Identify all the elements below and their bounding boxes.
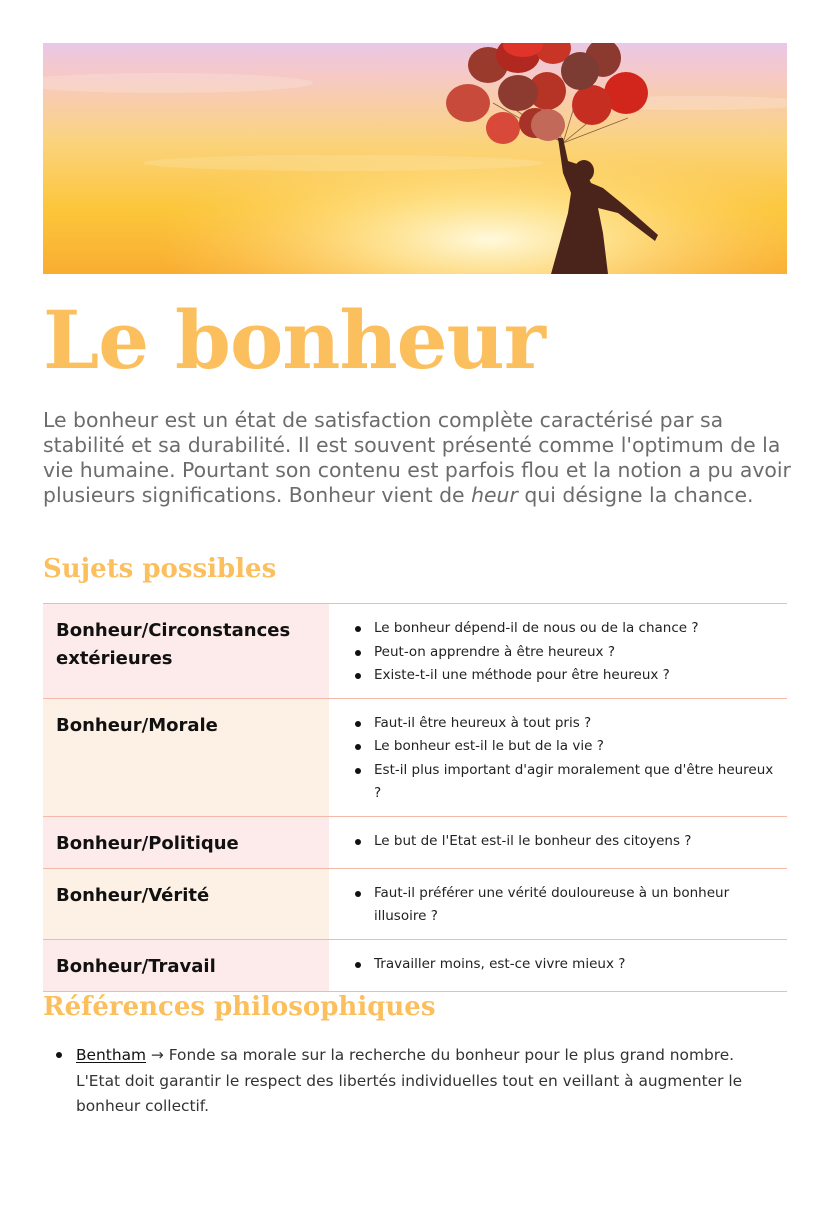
arrow-icon: → bbox=[150, 1046, 164, 1064]
table-row bbox=[43, 869, 787, 940]
question-item: Le but de l'Etat est-il le bonheur des citoyens ? bbox=[355, 830, 777, 854]
question-item: Faut-il être heureux à tout pris ? bbox=[355, 712, 777, 736]
question-item: Faut-il préférer une vérité douloureuse à un bonheur illusoire ? bbox=[355, 882, 777, 929]
reference-text: Fonde sa morale sur la recherche du bonheur pour le plus grand nombre. L'Etat doit garantir le respect des libertés individuelles tout en veillant à augmenter le bonheur collectif. bbox=[76, 1046, 743, 1115]
question-list bbox=[329, 869, 787, 939]
table-row bbox=[43, 940, 787, 992]
page-title: Le bonheur bbox=[43, 293, 545, 387]
list-item bbox=[55, 1043, 775, 1120]
references-list bbox=[55, 1043, 775, 1120]
question-item: Travailler moins, est-ce vivre mieux ? bbox=[355, 953, 777, 977]
question-list bbox=[329, 817, 787, 868]
bentham-link[interactable]: Bentham bbox=[76, 1046, 146, 1064]
subjects-heading: Sujets possibles bbox=[43, 554, 277, 584]
question-item: Est-il plus important d'agir moralement que d'être heureux ? bbox=[355, 759, 777, 806]
intro-text-start: Le bonheur est un état de satisfaction complète caractérisé par sa stabilité et sa durabilité. Il est souvent présenté comme l'optimum de la vie humaine. Pourtant son contenu est parfois flou et la notion a pu avoir plusieurs significations. Bonheur vient de bbox=[43, 408, 791, 507]
question-list bbox=[329, 940, 787, 991]
intro-paragraph bbox=[43, 408, 791, 508]
topic-label: Bonheur/Vérité bbox=[43, 869, 329, 939]
hero-image bbox=[43, 43, 787, 274]
question-list bbox=[329, 604, 787, 698]
intro-text-end: qui désigne la chance. bbox=[517, 483, 754, 507]
question-item: Le bonheur est-il le but de la vie ? bbox=[355, 735, 777, 759]
question-list bbox=[329, 699, 787, 816]
table-row bbox=[43, 699, 787, 817]
topic-label: Bonheur/Circonstances extérieures bbox=[43, 604, 329, 698]
question-item: Existe-t-il une méthode pour être heureux ? bbox=[355, 664, 777, 688]
balloons-sunset-illustration bbox=[43, 43, 787, 274]
topic-label: Bonheur/Morale bbox=[43, 699, 329, 816]
table-row bbox=[43, 817, 787, 869]
table-row bbox=[43, 604, 787, 699]
references-heading: Références philosophiques bbox=[43, 992, 436, 1022]
question-item: Peut-on apprendre à être heureux ? bbox=[355, 641, 777, 665]
topic-label: Bonheur/Politique bbox=[43, 817, 329, 868]
topic-label: Bonheur/Travail bbox=[43, 940, 329, 991]
question-item: Le bonheur dépend-il de nous ou de la chance ? bbox=[355, 617, 777, 641]
subjects-table bbox=[43, 603, 787, 992]
intro-emphasis: heur bbox=[471, 483, 518, 507]
